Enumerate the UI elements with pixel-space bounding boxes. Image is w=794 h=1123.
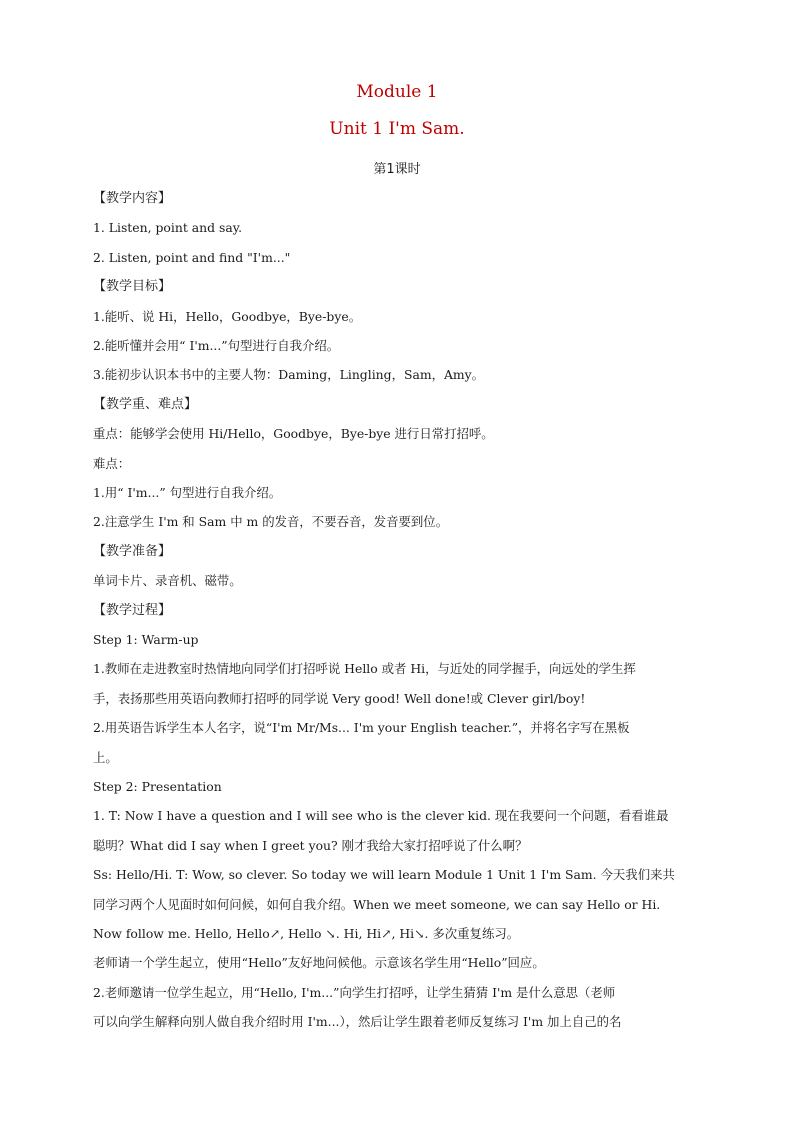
module-title: Module 1 bbox=[356, 82, 438, 102]
body-line: 可以向学生解释向别人做自我介绍时用 I'm...），然后让学生跟着老师反复练习 I'm 加上自己的名 bbox=[93, 1014, 622, 1030]
section-heading: 【教学内容】 bbox=[93, 191, 172, 206]
body-line: 1.能听、说 Hi，Hello，Goodbye，Bye-bye。 bbox=[93, 308, 362, 324]
body-line: 手，表扬那些用英语向教师打招呼的同学说 Very good! Well done!或 Clever girl/boy! bbox=[93, 690, 586, 706]
body-line: 3.能初步认识本书中的主要人物：Daming，Lingling，Sam，Amy。 bbox=[93, 367, 485, 383]
lesson-label: 第1课时 bbox=[373, 162, 421, 177]
body-line: 单词卡片、录音机、磁带。 bbox=[93, 573, 242, 589]
body-line: 1. Listen, point and say. bbox=[93, 220, 243, 236]
body-line: 2.用英语告诉学生本人名字，说“I'm Mr/Ms... I'm your English teacher.”，并将名字写在黑板 bbox=[93, 720, 630, 736]
body-line: 1. T: Now I have a question and I will see who is the clever kid. 现在我要问一个问题，看看谁最 bbox=[93, 808, 669, 824]
body-line: Now follow me. Hello, Hello↗, Hello ↘. Hi, Hi↗, Hi↘. 多次重复练习。 bbox=[93, 926, 520, 941]
body-line: Ss: Hello/Hi. T: Wow, so clever. So today we will learn Module 1 Unit 1 I'm Sam. 今天我们来共 bbox=[93, 867, 675, 883]
body-line: 1.用“ I'm...” 句型进行自我介绍。 bbox=[93, 485, 282, 500]
body-line: 老师请一个学生起立，使用“Hello”友好地问候他。示意该名学生用“Hello”回应。 bbox=[93, 955, 545, 971]
body-line: Step 1: Warm-up bbox=[93, 632, 199, 647]
section-heading: 【教学准备】 bbox=[93, 543, 172, 559]
body-line: 2.能听懂并会用“ I'm...”句型进行自我介绍。 bbox=[93, 338, 340, 353]
body-line: 1.教师在走进教室时热情地向同学们打招呼说 Hello 或者 Hi，与近处的同学握手，向远处的学生挥 bbox=[93, 661, 636, 677]
body-line: 聪明？What did I say when I greet you? 刚才我给大家打招呼说了什么啊？ bbox=[93, 837, 528, 853]
body-line: 重点：能够学会使用 Hi/Hello，Goodbye，Bye-bye 进行日常打招呼。 bbox=[93, 426, 494, 442]
section-heading: 【教学过程】 bbox=[93, 602, 172, 618]
body-line: 2. Listen, point and find "I'm..." bbox=[93, 249, 291, 265]
body-line: 同学习两个人见面时如何问候，如何自我介绍。When we meet someone, we can say Hello or Hi. bbox=[93, 896, 661, 912]
body-line: 上。 bbox=[93, 749, 118, 765]
body-line: Step 2: Presentation bbox=[93, 779, 222, 794]
body-line: 2.老师邀请一位学生起立，用“Hello, I'm...”向学生打招呼，让学生猜猜 I'm 是什么意思（老师 bbox=[93, 984, 616, 1000]
section-heading: 【教学目标】 bbox=[93, 279, 172, 295]
body-line: 难点： bbox=[93, 455, 131, 471]
section-heading: 【教学重、难点】 bbox=[93, 396, 198, 412]
unit-title: Unit 1 I'm Sam. bbox=[329, 119, 465, 139]
body-line: 2.注意学生 I'm 和 Sam 中 m 的发音，不要吞音，发音要到位。 bbox=[93, 514, 449, 530]
